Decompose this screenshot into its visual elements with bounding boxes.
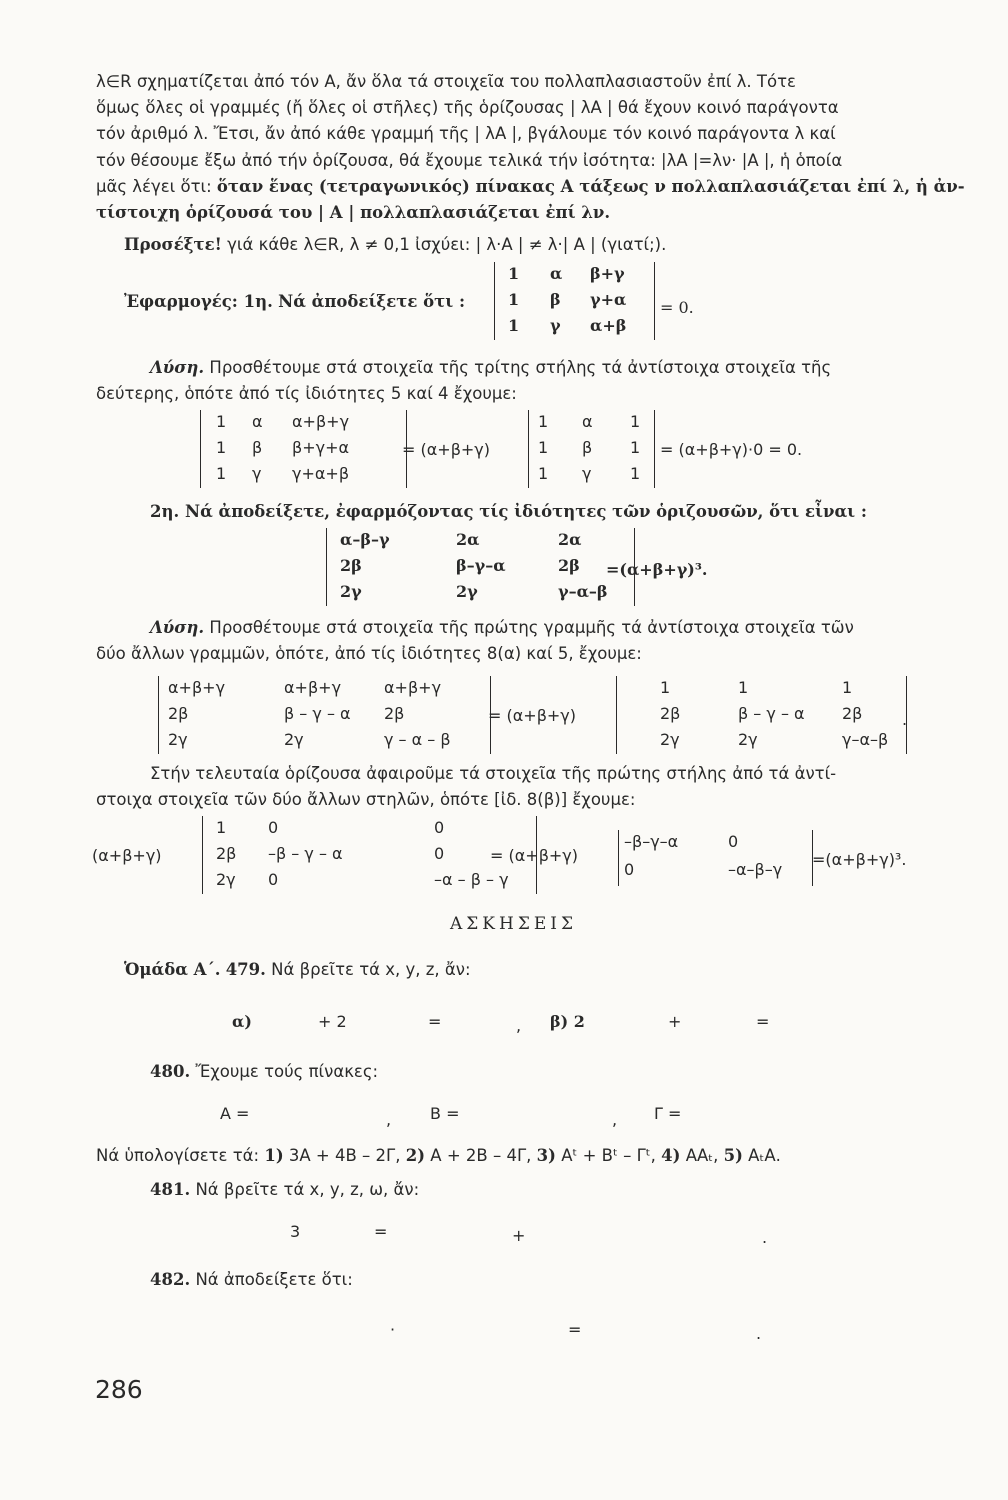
matrix-cell: γ <box>252 464 262 483</box>
sol2-determinant-4 <box>618 830 812 886</box>
determinant-bar-left <box>616 676 617 754</box>
app2-label: 2η. <box>150 502 180 521</box>
sol1-line-2: δεύτερης, ὁπότε ἀπό τίς ἰδιότητες 5 καί 4 ἔχουμε: <box>96 384 517 403</box>
sol1-determinant-1 <box>200 410 406 488</box>
ex480-t4: ΑΑₜ, <box>685 1146 719 1165</box>
matrix-cell: 0 <box>268 870 279 889</box>
app1-prompt: Νά ἀποδείξετε ὅτι : <box>278 292 466 311</box>
app2-result: =(α+β+γ)³. <box>606 560 708 579</box>
matrix-cell: α <box>252 412 263 431</box>
intro-line-6: τίστοιχη ὁρίζουσά του | Α | πολλαπλασιάζεται ἐπί λν. <box>96 203 611 222</box>
page-number: 286 <box>95 1375 143 1404</box>
intro-line-5 <box>96 175 965 198</box>
sol2-line-3: Στήν τελευταία ὁρίζουσα ἀφαιροῦμε τά στοιχεῖα τῆς πρώτης στήλης ἀπό τά ἀντί- <box>150 764 837 783</box>
intro-line-5a: μᾶς λέγει ὅτι: <box>96 177 212 196</box>
app1-label: Ἐφαρμογές: 1η. <box>124 292 273 311</box>
ex480-B-label: Β = <box>430 1104 460 1123</box>
matrix-cell: α+β <box>590 316 627 335</box>
ex480-t4n: 4) <box>661 1146 681 1165</box>
matrix-cell: 1 <box>538 412 549 431</box>
app1-prompt-line <box>124 290 465 313</box>
matrix-cell: 2α <box>558 530 582 549</box>
sol1-label: Λύση. <box>150 358 205 377</box>
matrix-cell: –α–β–γ <box>728 860 783 879</box>
matrix-cell: 0 <box>624 860 635 879</box>
determinant-bar-right <box>654 410 655 488</box>
sol2-label: Λύση. <box>150 618 205 637</box>
ex481-plus: + <box>512 1226 526 1245</box>
determinant-bar-left <box>200 410 201 488</box>
matrix-cell: 0 <box>728 832 739 851</box>
ex480-task-intro: Νά ὑπολογίσετε τά: <box>96 1146 260 1165</box>
sol2-determinant-1 <box>158 676 490 754</box>
ex480-t3: Αᵗ + Βᵗ – Γᵗ, <box>561 1146 656 1165</box>
ex479-b-label: β) 2 <box>550 1012 585 1031</box>
ex479-num: 479. <box>225 960 266 979</box>
determinant-bar-left <box>202 816 203 894</box>
ex479-b-plus: + <box>668 1012 682 1031</box>
sol2-line-4: στοιχα στοιχεῖα τῶν δύο ἄλλων στηλῶν, ὁπότε [ἰδ. 8(β)] ἔχουμε: <box>96 790 636 809</box>
matrix-cell: 2β <box>384 704 405 723</box>
sol1-text-1: Προσθέτουμε στά στοιχεῖα τῆς τρίτης στήλης τά ἀντίστοιχα στοιχεῖα τῆς <box>209 358 832 377</box>
matrix-cell: 1 <box>660 678 671 697</box>
ex479-a-vector-1 <box>274 986 306 1058</box>
ex482-line <box>150 1268 353 1291</box>
matrix-cell: γ+α <box>590 290 627 309</box>
sol1-determinant-2 <box>528 410 654 488</box>
ex480-t1n: 1) <box>264 1146 284 1165</box>
determinant-bar-left <box>618 830 619 886</box>
matrix-cell: γ – α – β <box>384 730 451 749</box>
matrix-cell: 0 <box>434 844 445 863</box>
ex479-a-eq: = <box>428 1012 442 1031</box>
matrix-cell: γ <box>550 316 561 335</box>
matrix-cell: 2β <box>660 704 681 723</box>
matrix-cell: α+β+γ <box>168 678 226 697</box>
matrix-cell: β – γ – α <box>284 704 351 723</box>
sol2-text-1: Προσθέτουμε στά στοιχεῖα τῆς πρώτης γραμμῆς τά ἀντίστοιχα στοιχεῖα τῶν <box>209 618 854 637</box>
intro-line-4: τόν θέσουμε ἔξω ἀπό τήν ὁρίζουσα, θά ἔχουμε τελικά τήν ἰσότητα: |λΑ |=λν· |Α |, ἡ ὁποία <box>96 151 843 170</box>
sol1-eq2: = (α+β+γ)·0 = 0. <box>660 440 803 459</box>
matrix-cell: β – γ – α <box>738 704 805 723</box>
app1-determinant <box>494 262 654 340</box>
ex482-dot1: · <box>390 1320 396 1339</box>
matrix-cell: 1 <box>508 316 520 335</box>
sol2-dot: . <box>902 710 908 729</box>
matrix-cell: α–β–γ <box>340 530 390 549</box>
determinant-bar-left <box>494 262 495 340</box>
matrix-cell: 1 <box>216 818 227 837</box>
matrix-cell: α <box>550 264 563 283</box>
matrix-cell: β <box>582 438 593 457</box>
matrix-cell: 1 <box>538 438 549 457</box>
matrix-cell: 2β <box>168 704 189 723</box>
ex481-line <box>150 1178 419 1201</box>
ex480-t2: Α + 2Β – 4Γ, <box>430 1146 532 1165</box>
ex482-text: Νά ἀποδείξετε ὅτι: <box>195 1270 353 1289</box>
note-text: γιά κάθε λ∈R, λ ≠ 0,1 ἰσχύει: | λ·Α | ≠ λ·| Α | (γιατί;). <box>227 235 667 254</box>
matrix-cell: α <box>582 412 593 431</box>
ex481-coef: 3 <box>290 1222 301 1241</box>
ex481-dot: . <box>762 1228 768 1247</box>
ex480-t3n: 3) <box>536 1146 556 1165</box>
sol2-eq3: = (α+β+γ) <box>490 846 579 865</box>
matrix-cell: 2γ <box>168 730 188 749</box>
determinant-bar-left <box>326 528 327 606</box>
matrix-cell: –β – γ – α <box>268 844 343 863</box>
matrix-cell: β+γ <box>590 264 625 283</box>
ex480-t5n: 5) <box>723 1146 743 1165</box>
ex480-t5: ΑₜΑ. <box>748 1146 781 1165</box>
ex482-dot2: . <box>756 1324 762 1343</box>
determinant-bar-left <box>158 676 159 754</box>
matrix-cell: α+β+γ <box>292 412 350 431</box>
ex480-line <box>150 1060 378 1083</box>
matrix-cell: 1 <box>508 290 520 309</box>
ex479-text: Νά βρεῖτε τά x, y, z, ἄν: <box>271 960 471 979</box>
matrix-cell: 2β <box>340 556 362 575</box>
note-line <box>124 233 666 256</box>
matrix-cell: 1 <box>738 678 749 697</box>
intro-theorem: ὅταν ἕνας (τετραγωνικός) πίνακας Α τάξεως ν πολλαπλασιάζεται ἐπί λ, ἡ ἀν- <box>216 177 965 196</box>
determinant-bar-left <box>528 410 529 488</box>
matrix-cell: 1 <box>216 412 227 431</box>
matrix-cell: 1 <box>216 438 227 457</box>
matrix-cell: 1 <box>216 464 227 483</box>
matrix-cell: β+γ+α <box>292 438 350 457</box>
matrix-cell: γ <box>582 464 592 483</box>
app2-line <box>150 500 867 523</box>
ex482-num: 482. <box>150 1270 191 1289</box>
sol2-eq1: = (α+β+γ) <box>488 706 577 725</box>
sol2-line-1 <box>150 616 854 639</box>
ex480-G-label: Γ = <box>654 1104 682 1123</box>
sol2-prefactor: (α+β+γ) <box>92 846 162 865</box>
sol2-determinant-3 <box>202 816 536 894</box>
exercises-heading: ΑΣΚΗΣΕΙΣ <box>450 914 577 934</box>
sol2-determinant-2 <box>616 676 906 754</box>
sol2-eq4: =(α+β+γ)³. <box>812 850 907 869</box>
ex482-eq: = <box>568 1320 582 1339</box>
ex480-comma-2: , <box>612 1110 618 1129</box>
matrix-cell: 2β <box>558 556 580 575</box>
sol2-line-2: δύο ἄλλων γραμμῶν, ὁπότε, ἀπό τίς ἰδιότητες 8(α) καί 5, ἔχουμε: <box>96 644 642 663</box>
ex480-t2n: 2) <box>405 1146 426 1165</box>
matrix-cell: 2γ <box>738 730 758 749</box>
note-label: Προσέξτε! <box>124 235 222 254</box>
matrix-cell: γ+α+β <box>292 464 350 483</box>
ex480-text: Ἔχουμε τούς πίνακες: <box>195 1062 379 1081</box>
app1-result: = 0. <box>660 298 694 317</box>
matrix-cell: γ–α–β <box>558 582 608 601</box>
matrix-cell: 2α <box>456 530 480 549</box>
group-label: Ὁμάδα Α΄. <box>124 960 221 979</box>
ex480-tasks <box>96 1144 781 1167</box>
matrix-cell: γ–α–β <box>842 730 889 749</box>
intro-line-3: τόν ἀριθμό λ. Ἔτσι, ἄν ἀπό κάθε γραμμή τῆς | λΑ |, βγάλουμε τόν κοινό παράγοντα λ καί <box>96 124 836 143</box>
ex479-comma: , <box>516 1016 522 1035</box>
matrix-cell: 0 <box>268 818 279 837</box>
matrix-cell: 2γ <box>660 730 680 749</box>
matrix-cell: β <box>550 290 561 309</box>
matrix-cell: 1 <box>508 264 520 283</box>
ex481-text: Νά βρεῖτε τά x, y, z, ω, ἄν: <box>195 1180 420 1199</box>
intro-line-1: λ∈R σχηματίζεται ἀπό τόν Α, ἄν ὅλα τά στοιχεῖα του πολλαπλασιαστοῦν ἐπί λ. Τότε <box>96 72 796 91</box>
ex479-a-plus: + 2 <box>318 1012 347 1031</box>
app2-determinant <box>326 528 634 606</box>
ex479-a-label: α) <box>232 1012 252 1031</box>
matrix-cell: –α – β – γ <box>434 870 509 889</box>
ex480-comma-1: , <box>386 1110 392 1129</box>
matrix-cell: 2β <box>216 844 237 863</box>
ex480-t1: 3Α + 4Β – 2Γ, <box>288 1146 401 1165</box>
sol1-line-1 <box>150 356 831 379</box>
matrix-cell: 2γ <box>216 870 236 889</box>
ex479-b-eq: = <box>756 1012 770 1031</box>
matrix-cell: 2γ <box>284 730 304 749</box>
matrix-cell: β <box>252 438 263 457</box>
matrix-cell: 1 <box>630 412 641 431</box>
matrix-cell: 2γ <box>340 582 362 601</box>
matrix-cell: 1 <box>630 464 641 483</box>
matrix-cell: 0 <box>434 818 445 837</box>
ex481-num: 481. <box>150 1180 191 1199</box>
matrix-cell: α+β+γ <box>384 678 442 697</box>
matrix-cell: 2β <box>842 704 863 723</box>
intro-line-2: ὅμως ὅλες οἱ γραμμές (ἤ ὅλες οἱ στῆλες) τῆς ὁρίζουσας | λΑ | θά ἔχουν κοινό παράγοντα <box>96 98 839 117</box>
ex481-eq: = <box>374 1222 388 1241</box>
matrix-cell: 1 <box>538 464 549 483</box>
ex479-line <box>124 958 471 981</box>
matrix-cell: α+β+γ <box>284 678 342 697</box>
sol1-eq1: = (α+β+γ) <box>402 440 491 459</box>
ex480-num: 480. <box>150 1062 191 1081</box>
matrix-cell: 1 <box>630 438 641 457</box>
matrix-cell: 2γ <box>456 582 478 601</box>
ex480-A-label: Α = <box>220 1104 250 1123</box>
app2-prompt: Νά ἀποδείξετε, ἐφαρμόζοντας τίς ἰδιότητες τῶν ὁριζουσῶν, ὅτι εἶναι : <box>184 502 867 521</box>
matrix-cell: 1 <box>842 678 853 697</box>
matrix-cell: β–γ–α <box>456 556 506 575</box>
determinant-bar-right <box>654 262 655 340</box>
matrix-cell: –β–γ–α <box>624 832 679 851</box>
